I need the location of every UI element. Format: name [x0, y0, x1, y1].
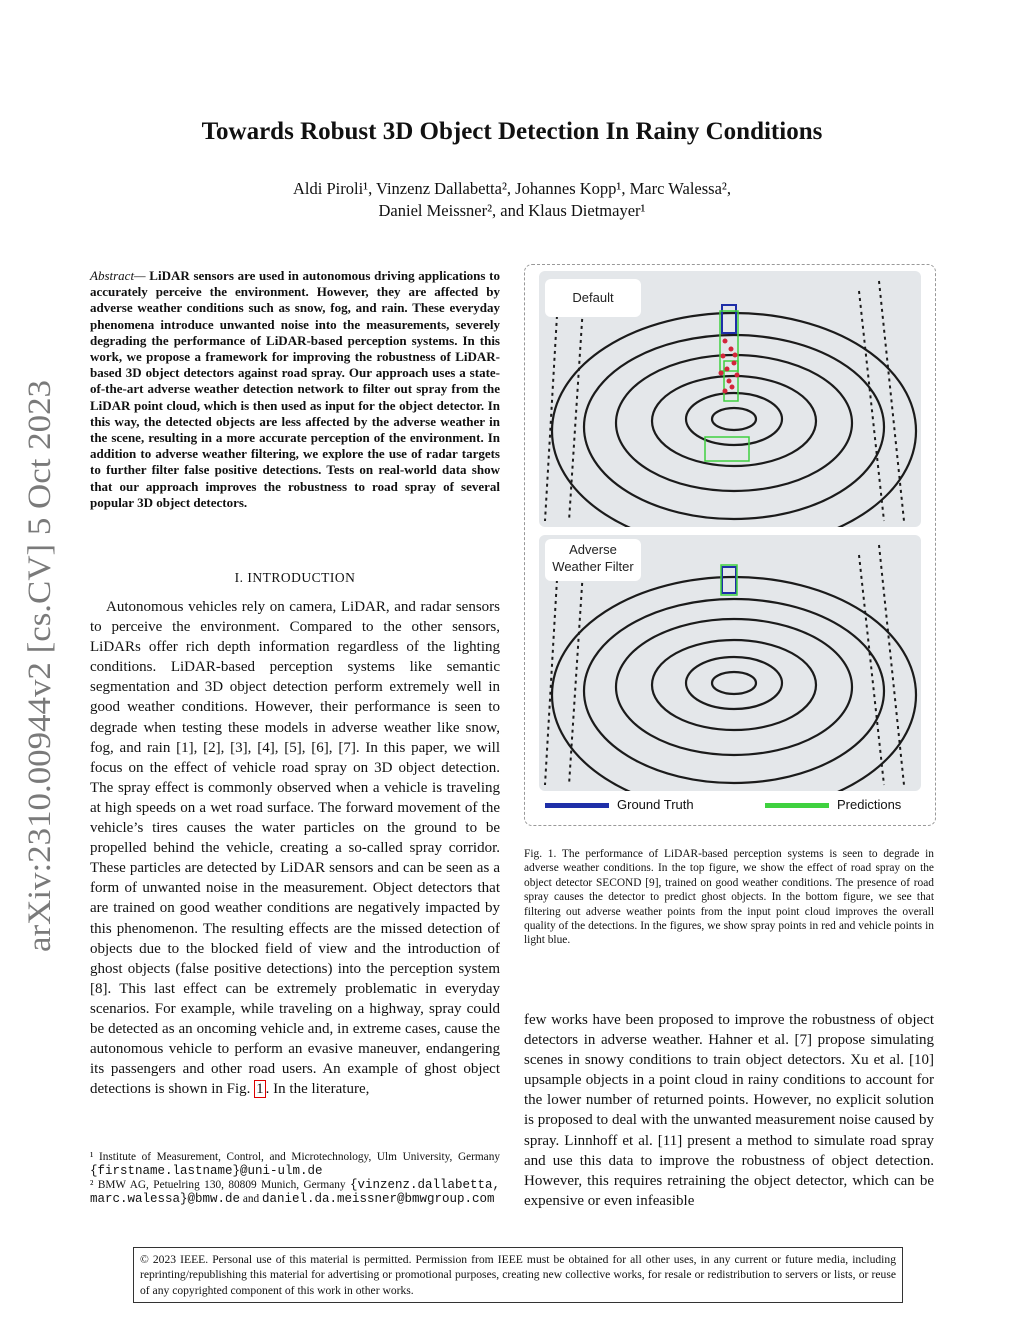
legend-swatch-ground-truth [545, 803, 609, 808]
introduction-text [90, 597, 500, 1099]
authors-line-1: Aldi Piroli¹, Vinzenz Dallabetta², Johannes Kopp¹, Marc Walessa², [293, 179, 731, 198]
footnote-2-email: {vinzenz.dallabetta, marc.walessa}@bmw.de [90, 1178, 500, 1206]
figure-reference-link[interactable]: 1 [256, 1081, 264, 1098]
intro-tail: . In the literature, [265, 1081, 370, 1098]
abstract-text: LiDAR sensors are used in autonomous driving applications to accurately perceive the environment. However, they are affected by adverse weather conditions such as snow, fog, and rain. These everyday phenomena introduce unwanted noise into the measurements, severely degrading the performance of LiDAR-based perception systems. In this work, we propose a framework for improving the robustness of LiDAR-based 3D object detectors against road spray. Our approach uses a state-of-the-art adverse weather detection network to filter out spray from the LiDAR point cloud, which is then used as input for the object detector. In this way, the detected objects are less affected by the adverse weather in the scene, resulting in a more accurate perception of the environment. In addition to adverse weather filtering, we explore the use of radar targets to further filter false positive detections. Tests on real-world data show that our approach improves the robustness to road spray of several popular 3D object detectors. [90, 268, 500, 510]
footnote-2: ² BMW AG, Petuelring 130, 80809 Munich, Germany {vinzenz.dallabetta, marc.walessa}@bmw.de and daniel.da.meissner@bmwgroup.com [90, 1178, 500, 1206]
intro-paragraph: Autonomous vehicles rely on camera, LiDAR, and radar sensors to perceive the environment. Compared to the other sensors, LiDARs offer rich depth information regardless of the lighting conditions. LiDAR-based perception systems like semantic segmentation and 3D object detection perform extremely well in good weather conditions. However, their performance is seen to degrade when testing these models in adverse weather like snow, fog, and rain [1], [2], [3], [4], [5], [6], [7]. In this paper, we will focus on the effect of vehicle road spray on 3D object detection. The spray effect is commonly observed when a vehicle is traveling at high speeds on a wet road surface. The forward movement of the vehicle’s tires causes the water particles on the ground to be propelled behind the vehicle, creating a so-called spray corridor. These particles are detected by LiDAR sensors and can be seen as a form of unwanted noise in the measurement. Object detectors that are trained on good weather conditions are negatively impacted by this phenomenon. The resulting effects are the missed detection of objects due to the blocked field of view and the introduction of ghost objects (false positive detections) into the perception system [8]. This last effect can be extremely problematic in everyday scenarios. For example, while traveling on a highway, spray could be detected as an oncoming vehicle and, in extreme cases, cause the autonomous vehicle to perform an evasive maneuver, endangering its passengers and other road users. An example of ghost object detections is shown in Fig. [90, 599, 500, 1098]
footnote-1-email: {firstname.lastname}@uni-ulm.de [90, 1164, 323, 1178]
panel-label-default: Default [545, 279, 641, 317]
legend-swatch-predictions [765, 803, 829, 808]
copyright-notice: © 2023 IEEE. Personal use of this material is permitted. Permission from IEEE must be obtained for all other uses, in any current or future media, including reprinting/republishing this material for advertising or promotional purposes, creating new collective works, for resale or redistribution to servers or lists, or reuse of any copyrighted component of this work in other works. [133, 1247, 903, 1303]
arxiv-side-stamp [8, 360, 64, 960]
legend-label-ground-truth: Ground Truth [617, 797, 694, 812]
prediction-box-vehicle [705, 437, 749, 461]
footnote-1: ¹ Institute of Measurement, Control, and Microtechnology, Ulm University, Germany {firstname.lastname}@uni-ulm.de [90, 1151, 500, 1178]
ground-truth-box [722, 305, 736, 333]
figure-caption: Fig. 1. The performance of LiDAR-based perception systems is seen to degrade in adverse weather conditions. In the top figure, we show the effect of road spray on the object detector SECOND [9], trained on good weather conditions. The presence of road spray causes the detector to predict ghost objects. In the bottom figure, we see that filtering out adverse weather points from the input point cloud improves the overall quality of the detections. In the figures, we show spray points in red and vehicle points in light blue. [524, 848, 934, 947]
prediction-box [721, 565, 737, 595]
author-list [200, 178, 824, 222]
figure-legend [525, 797, 935, 817]
authors-line-2: Daniel Meissner², and Klaus Dietmayer¹ [378, 201, 646, 220]
abstract [90, 268, 500, 511]
arxiv-id-text: arXiv:2310.00944v2 [cs.CV] 5 Oct 2023 [22, 411, 58, 952]
lidar-panel-filtered [539, 535, 921, 791]
spray-points [719, 339, 740, 394]
figure-1 [524, 264, 936, 826]
ground-truth-box [722, 567, 736, 593]
paper-title: Towards Robust 3D Object Detection In Rainy Conditions [201, 118, 823, 145]
abstract-label: Abstract— [90, 268, 146, 283]
right-column-text: few works have been proposed to improve the robustness of object detectors in adverse weather. Hahner et al. [7] propose simulating scenes in snowy conditions to train object detectors. Xu et al. [10] upsample objects in a point cloud in rainy conditions to account for the lower number of returned points. However, no explicit solution is proposed to deal with the unwanted measurement noise caused by spray. Linnhoff et al. [11] present a method to simulate road spray and use this data to improve the robustness of object detection. However, this requires retraining the object detector, which can be expensive or even infeasible [524, 1012, 934, 1209]
footnote-2-email-2: daniel.da.meissner@bmwgroup.com [262, 1192, 495, 1206]
legend-label-predictions: Predictions [837, 797, 902, 812]
lidar-panel-default [539, 271, 921, 527]
panel-label-adverse-weather-filter: Adverse Weather Filter [545, 539, 641, 581]
section-heading-introduction: I. INTRODUCTION [234, 570, 356, 585]
footnotes [90, 1150, 500, 1206]
